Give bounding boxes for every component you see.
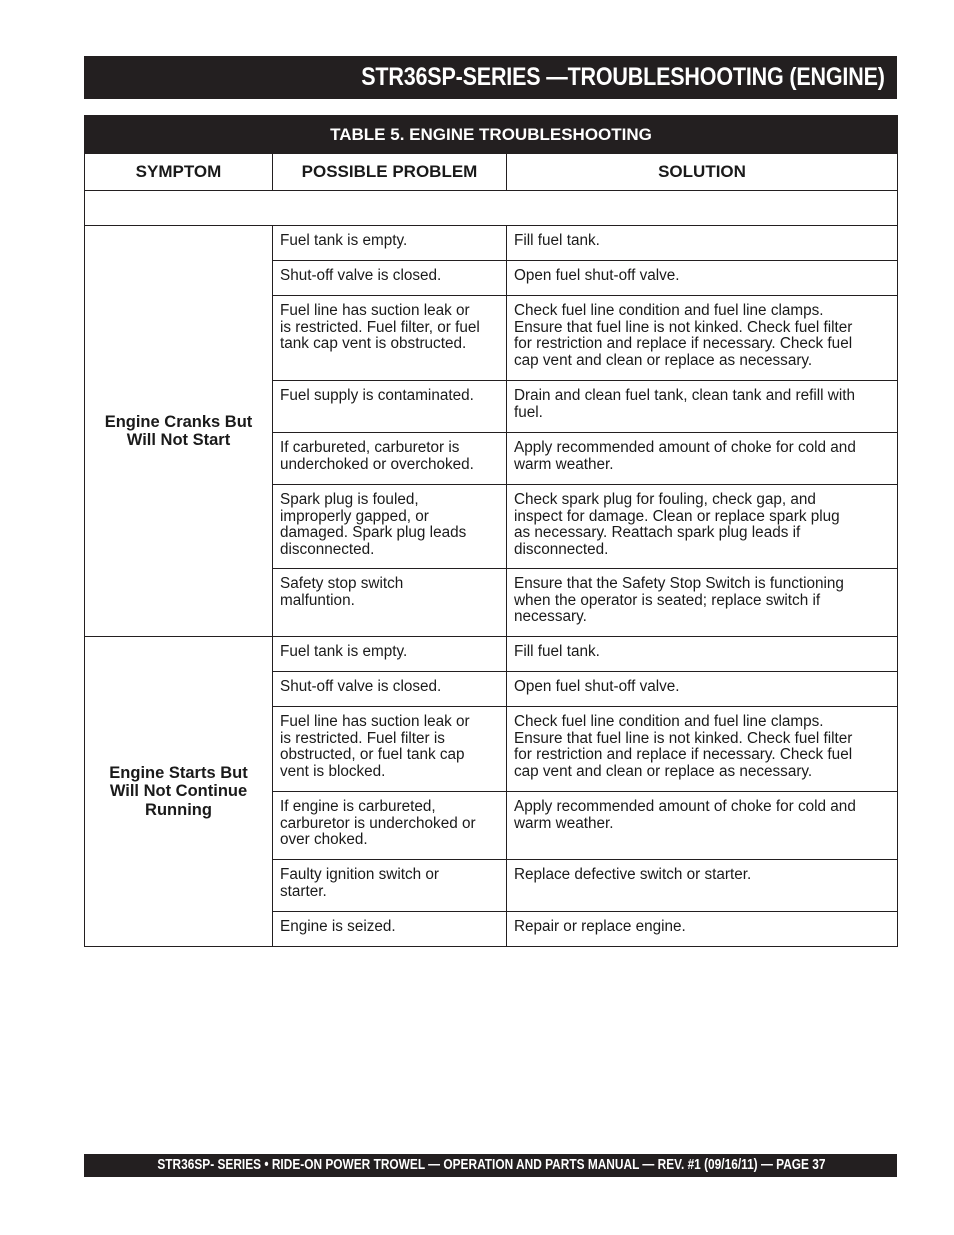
table-caption: TABLE 5. ENGINE TROUBLESHOOTING xyxy=(85,116,898,154)
table-caption-row xyxy=(85,116,898,154)
problem-cell: Shut-off valve is closed. xyxy=(273,672,507,707)
header-possible-problem: POSSIBLE PROBLEM xyxy=(273,154,507,191)
header-symptom: SYMPTOM xyxy=(85,154,273,191)
solution-cell: Check fuel line condition and fuel line clamps. Ensure that fuel line is not kinked. Check fuel filter for restriction and replace if necessary. Check fuel cap vent and clean or replace as necessary. xyxy=(507,707,898,792)
solution-cell: Repair or replace engine. xyxy=(507,912,898,947)
table-spacer-row xyxy=(85,191,898,226)
problem-cell: Fuel line has suction leak or is restricted. Fuel filter is obstructed, or fuel tank cap vent is blocked. xyxy=(273,707,507,792)
problem-cell: Spark plug is fouled, improperly gapped, or damaged. Spark plug leads disconnected. xyxy=(273,485,507,569)
solution-cell: Drain and clean fuel tank, clean tank and refill with fuel. xyxy=(507,381,898,433)
solution-cell: Check spark plug for fouling, check gap, and inspect for damage. Clean or replace spark plug as necessary. Reattach spark plug leads if disconnected. xyxy=(507,485,898,569)
engine-troubleshooting-table xyxy=(84,115,898,947)
solution-cell: Apply recommended amount of choke for cold and warm weather. xyxy=(507,792,898,860)
page-footer-bar xyxy=(84,1154,897,1177)
problem-cell: If engine is carbureted, carburetor is underchoked or over choked. xyxy=(273,792,507,860)
problem-cell: If carbureted, carburetor is underchoked or overchoked. xyxy=(273,433,507,485)
spacer-cell xyxy=(85,191,898,226)
table-row xyxy=(85,226,898,261)
table-header-row xyxy=(85,154,898,191)
problem-cell: Fuel tank is empty. xyxy=(273,637,507,672)
solution-cell: Apply recommended amount of choke for cold and warm weather. xyxy=(507,433,898,485)
problem-cell: Fuel tank is empty. xyxy=(273,226,507,261)
page-footer: STR36SP- SERIES • RIDE-ON POWER TROWEL — OPERATION AND PARTS MANUAL — REV. #1 (09/16/11) — PAGE 37 xyxy=(157,1157,826,1173)
solution-cell: Open fuel shut-off valve. xyxy=(507,261,898,296)
solution-cell: Check fuel line condition and fuel line clamps. Ensure that fuel line is not kinked. Check fuel filter for restriction and replace if necessary. Check fuel cap vent and clean or replace as necessary. xyxy=(507,296,898,381)
problem-cell: Fuel line has suction leak or is restricted. Fuel filter, or fuel tank cap vent is obstructed. xyxy=(273,296,507,381)
solution-cell: Replace defective switch or starter. xyxy=(507,860,898,912)
symptom-cell: Engine Starts But Will Not Continue Running xyxy=(85,637,273,947)
header-solution: SOLUTION xyxy=(507,154,898,191)
solution-cell: Open fuel shut-off valve. xyxy=(507,672,898,707)
solution-cell: Ensure that the Safety Stop Switch is functioning when the operator is seated; replace switch if necessary. xyxy=(507,569,898,637)
problem-cell: Fuel supply is contaminated. xyxy=(273,381,507,433)
problem-cell: Engine is seized. xyxy=(273,912,507,947)
problem-cell: Shut-off valve is closed. xyxy=(273,261,507,296)
problem-cell: Faulty ignition switch or starter. xyxy=(273,860,507,912)
page-title: STR36SP-SERIES —TROUBLESHOOTING (ENGINE) xyxy=(361,63,885,91)
solution-cell: Fill fuel tank. xyxy=(507,226,898,261)
symptom-cell: Engine Cranks But Will Not Start xyxy=(85,226,273,637)
solution-cell: Fill fuel tank. xyxy=(507,637,898,672)
page-title-bar xyxy=(84,56,897,99)
table-row xyxy=(85,637,898,672)
problem-cell: Safety stop switch malfuntion. xyxy=(273,569,507,637)
